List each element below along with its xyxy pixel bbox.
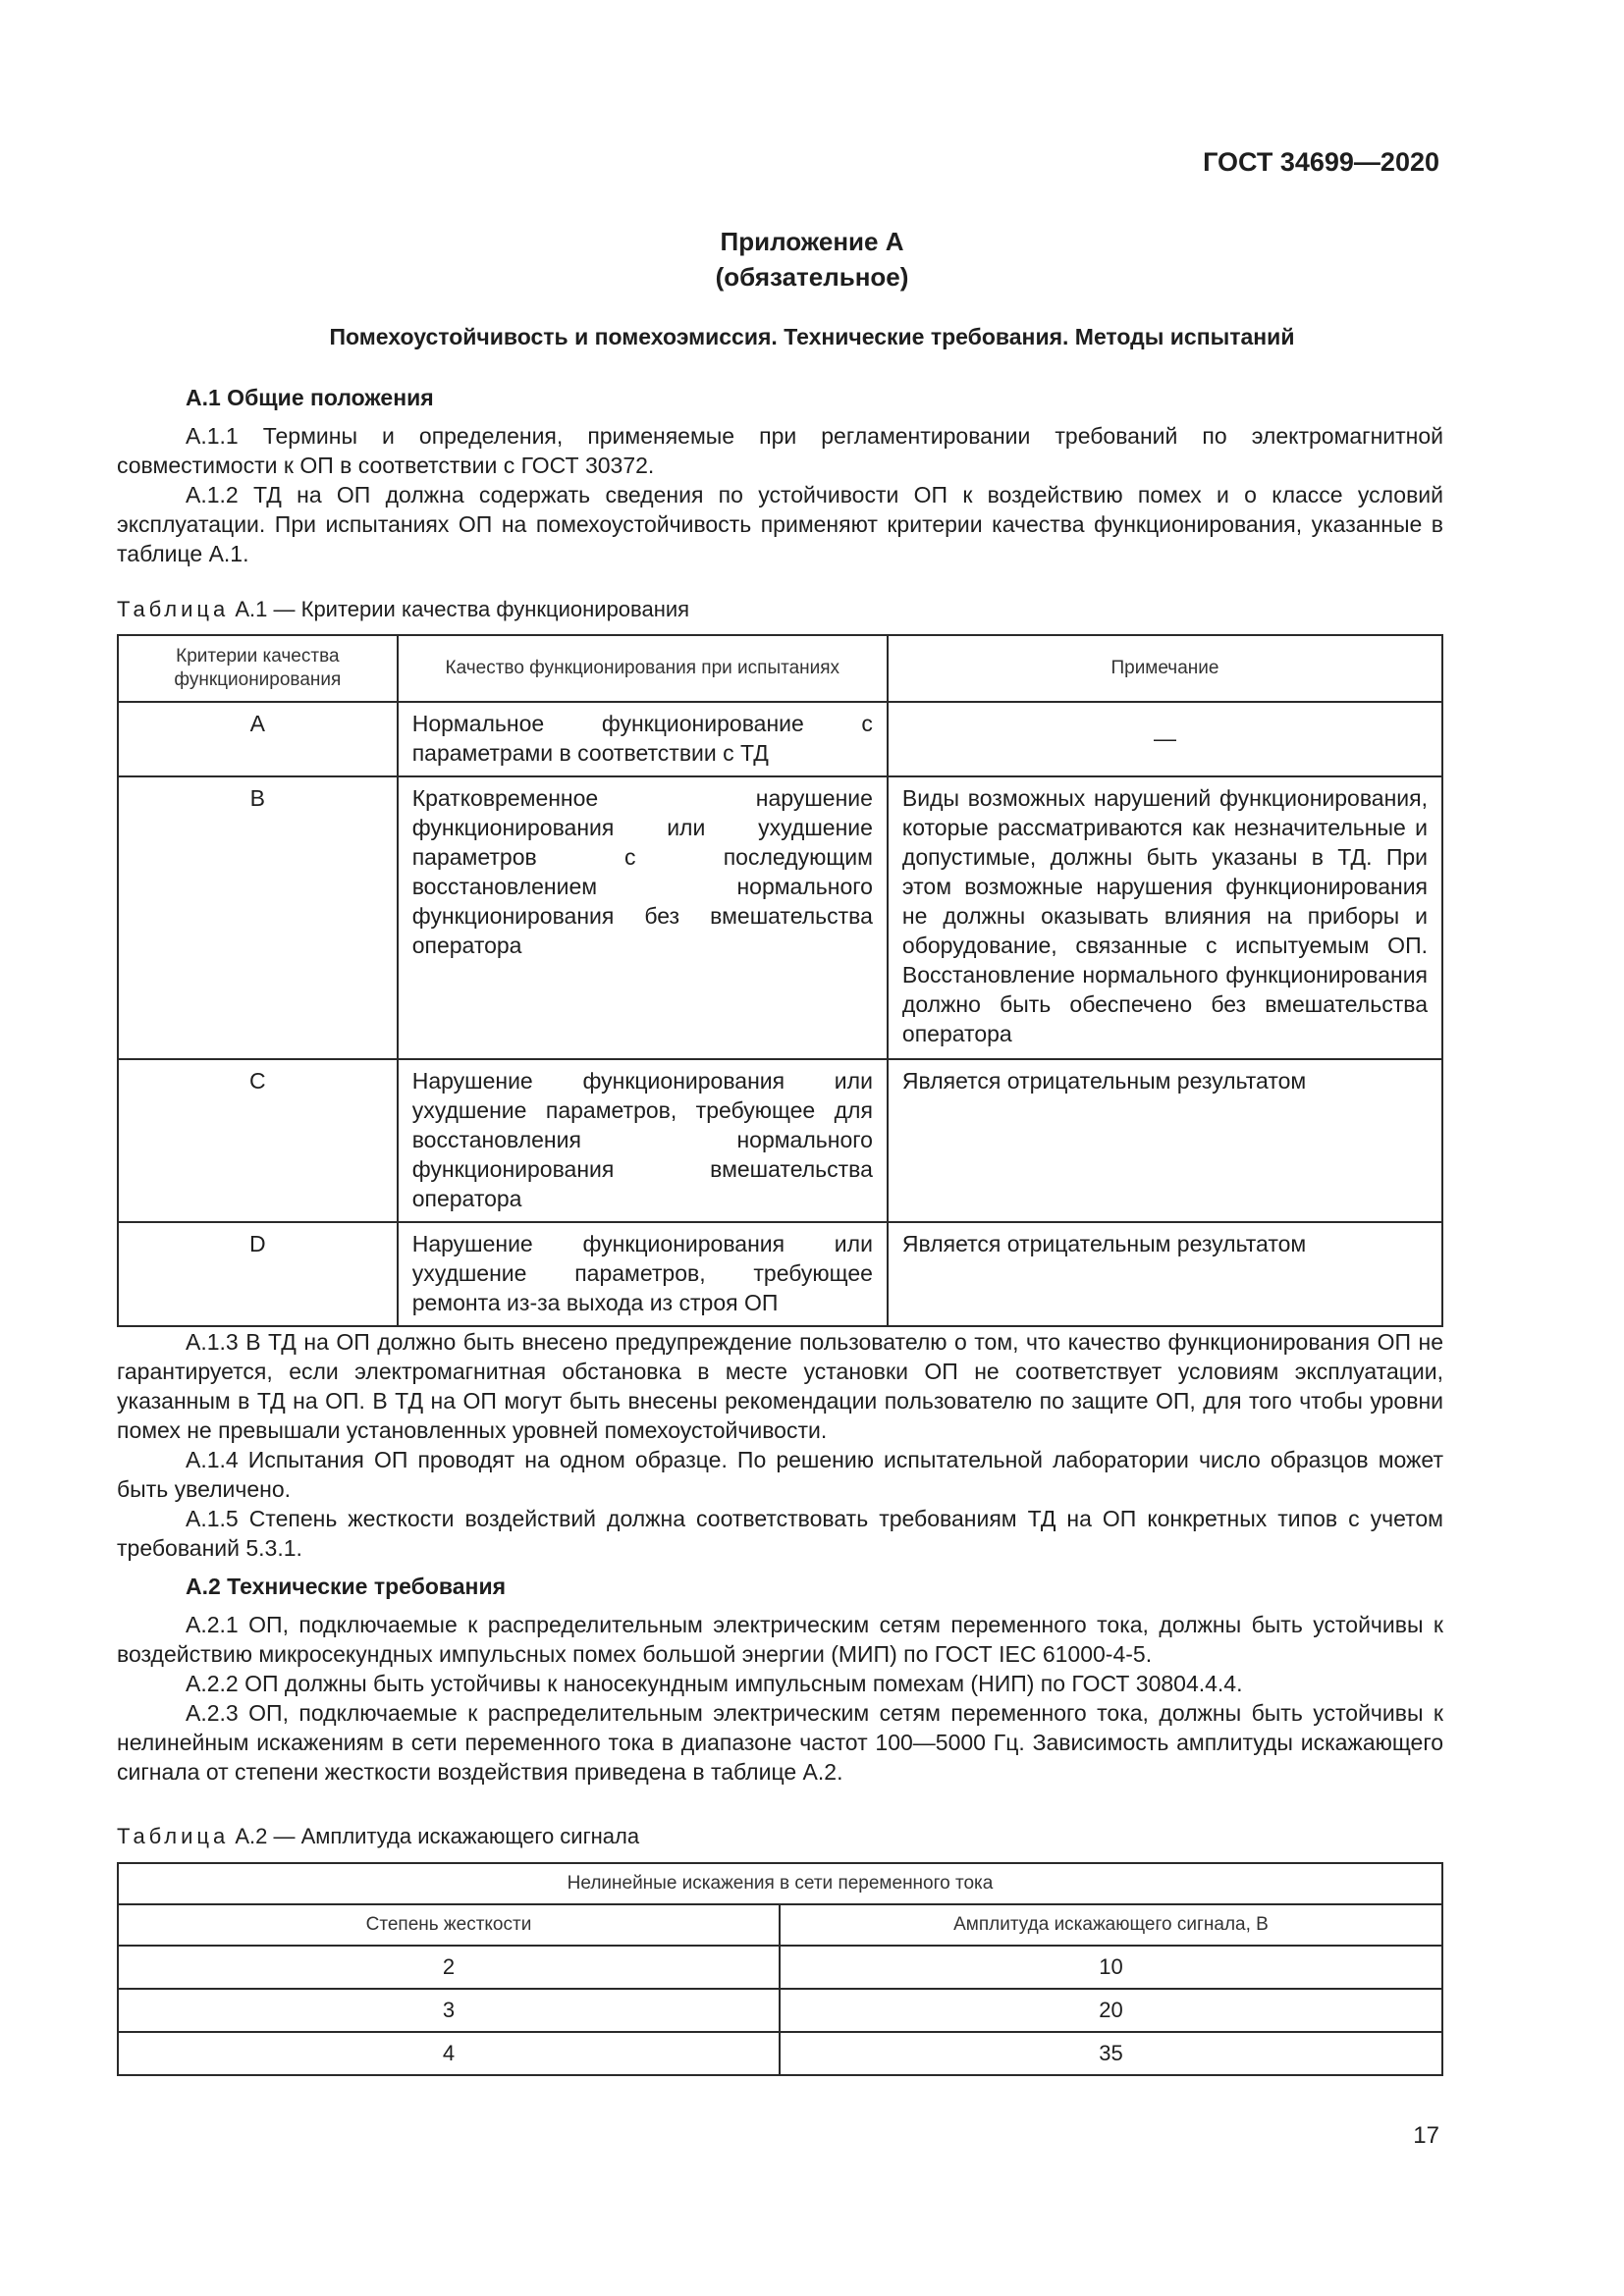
- table2-header-severity: Степень жесткости: [118, 1904, 780, 1946]
- paragraph-a1-5: А.1.5 Степень жесткости воздействий должна соответствовать требованиям ТД на ОП конкретных типов с учетом требований 5.3.1.: [117, 1506, 1443, 1561]
- table2-group-header: Нелинейные искажения в сети переменного тока: [118, 1863, 1442, 1904]
- table1-caption: [117, 597, 689, 622]
- table-row: [118, 2032, 1442, 2075]
- heading-a1: А.1 Общие положения: [186, 385, 434, 410]
- paragraph-a2-2: А.2.2 ОП должны быть устойчивы к наносекундным импульсным помехам (НИП) по ГОСТ 30804.4.4.: [186, 1671, 1243, 1696]
- page-number: 17: [1413, 2122, 1439, 2149]
- paragraph-a1-1: А.1.1 Термины и определения, применяемые при регламентировании требований по электромагнитной совместимости к ОП в соответствии с ГОСТ 30372.: [117, 423, 1443, 478]
- table-row: [118, 776, 1442, 1059]
- table1-cell: A: [118, 702, 398, 776]
- section-a1-continued: [117, 1327, 1443, 1787]
- table1-caption-word: Таблица: [117, 597, 230, 621]
- table1-header-note: Примечание: [888, 635, 1442, 702]
- table1-cell: D: [118, 1222, 398, 1326]
- paragraph-a1-2: А.1.2 ТД на ОП должна содержать сведения по устойчивости ОП к воздействию помех и о классе условий эксплуатации. При испытаниях ОП на помехоустойчивость применяют критерии качества функционирования, указанные в таблице А.1.: [117, 482, 1443, 566]
- table2-header-row: [118, 1904, 1442, 1946]
- table2-cell: 20: [780, 1989, 1442, 2032]
- table2-cell: 3: [118, 1989, 780, 2032]
- paragraph-a1-4: А.1.4 Испытания ОП проводят на одном образце. По решению испытательной лаборатории число образцов может быть увеличено.: [117, 1447, 1443, 1502]
- paragraph-a2-1: А.2.1 ОП, подключаемые к распределительным электрическим сетям переменного тока, должны быть устойчивы к воздействию микросекундных импульсных помех большой энергии (МИП) по ГОСТ IEC 61000-4-5.: [117, 1612, 1443, 1667]
- document-id: ГОСТ 34699—2020: [1203, 147, 1439, 177]
- table2-caption: [117, 1824, 639, 1849]
- appendix-title: Приложение А: [720, 227, 904, 256]
- appendix-status: (обязательное): [715, 262, 909, 292]
- section-a1: [117, 383, 1443, 568]
- table2-header-amplitude: Амплитуда искажающего сигнала, В: [780, 1904, 1442, 1946]
- table-amplitude: [117, 1862, 1443, 2076]
- table1-cell: Является отрицательным результатом: [888, 1222, 1442, 1326]
- table2-group-row: [118, 1863, 1442, 1904]
- table-criteria: [117, 634, 1443, 1327]
- table1-cell: B: [118, 776, 398, 1059]
- table-row: [118, 1222, 1442, 1326]
- table1-cell: Нарушение функционирования или ухудшение параметров, требующее ремонта из-за выхода из строя ОП: [398, 1222, 888, 1326]
- section-title: Помехоустойчивость и помехоэмиссия. Технические требования. Методы испытаний: [329, 324, 1295, 349]
- table1-cell: Кратковременное нарушение функционирования или ухудшение параметров с последующим восстановлением нормального функционирования без вмешательства оператора: [398, 776, 888, 1059]
- table2-caption-text: А.2 — Амплитуда искажающего сигнала: [229, 1824, 640, 1848]
- table1-header-criteria: Критерии качества функционирования: [118, 635, 398, 702]
- table1-cell: Нарушение функционирования или ухудшение параметров, требующее для восстановления нормального функционирования вмешательства оператора: [398, 1059, 888, 1222]
- table2-cell: 10: [780, 1946, 1442, 1989]
- heading-a2: А.2 Технические требования: [186, 1574, 506, 1599]
- paragraph-a2-3: А.2.3 ОП, подключаемые к распределительным электрическим сетям переменного тока, должны быть устойчивы к нелинейным искажениям в сети переменного тока в диапазоне частот 100—5000 Гц. Зависимость амплитуды искажающего сигнала от степени жесткости воздействия приведена в таблице А.2.: [117, 1700, 1443, 1785]
- paragraph-a1-3: А.1.3 В ТД на ОП должно быть внесено предупреждение пользователю о том, что качество функционирования ОП не гарантируется, если электромагнитная обстановка в месте установки ОП не соответствует условиям эксплуатации, указанным в ТД на ОП. В ТД на ОП могут быть внесены рекомендации пользователю по защите ОП, для того чтобы уровни помех не превышали установленных уровней помехоустойчивости.: [117, 1329, 1443, 1443]
- table1-cell: Нормальное функционирование с параметрами в соответствии с ТД: [398, 702, 888, 776]
- table1-cell: Виды возможных нарушений функционирования, которые рассматриваются как незначительные и допустимые, должны быть указаны в ТД. При этом возможные нарушения функционирования не должны оказывать влияния на приборы и оборудование, связанные с испытуемым ОП. Восстановление нормального функционирования должно быть обеспечено без вмешательства оператора: [888, 776, 1442, 1059]
- table-row: [118, 1059, 1442, 1222]
- table1-cell: —: [888, 702, 1442, 776]
- table-row: [118, 1946, 1442, 1989]
- table2-cell: 2: [118, 1946, 780, 1989]
- table2-cell: 4: [118, 2032, 780, 2075]
- table1-header-row: [118, 635, 1442, 702]
- table1-cell: Является отрицательным результатом: [888, 1059, 1442, 1222]
- table1-header-quality: Качество функционирования при испытаниях: [398, 635, 888, 702]
- table-row: [118, 702, 1442, 776]
- table1-caption-text: А.1 — Критерии качества функционирования: [229, 597, 690, 621]
- table1-cell: C: [118, 1059, 398, 1222]
- table-row: [118, 1989, 1442, 2032]
- table2-cell: 35: [780, 2032, 1442, 2075]
- table2-caption-word: Таблица: [117, 1824, 230, 1848]
